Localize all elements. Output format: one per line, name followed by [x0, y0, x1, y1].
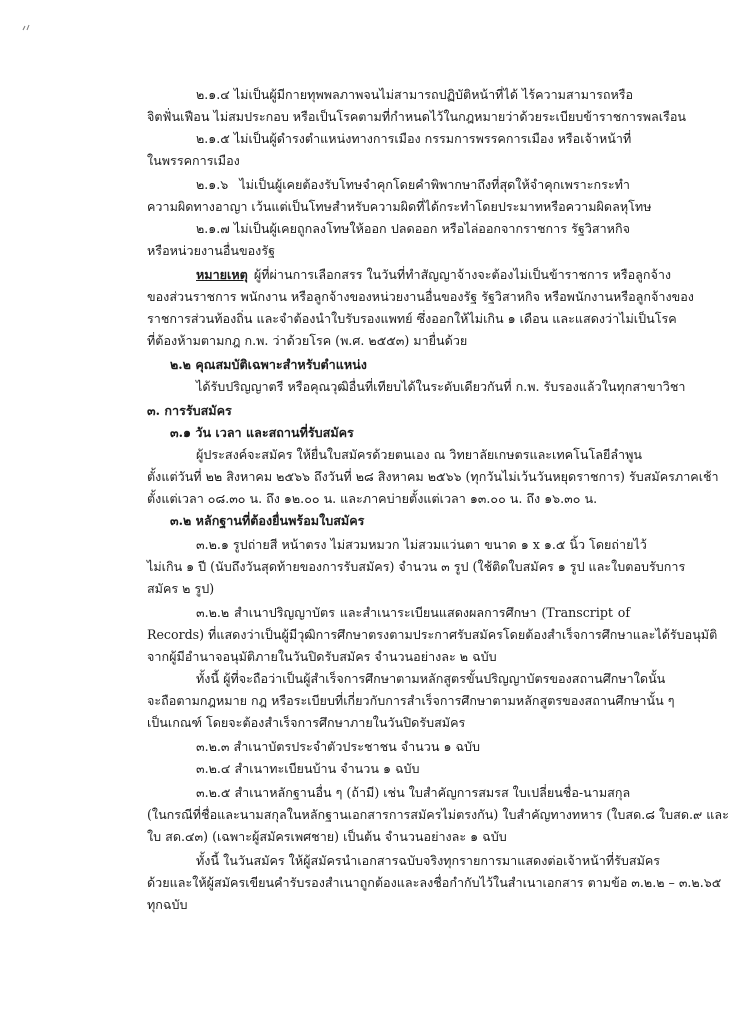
section-3-2-3: ๓.๒.๓ สำเนาบัตรประจำตัวประชาชน จำนวน ๑ ฉบับ	[196, 739, 481, 754]
section-3-2-1-line-3: สมัคร ๒ รูป)	[147, 581, 215, 596]
note-line-2: ของส่วนราชการ พนักงาน หรือลูกจ้างของหน่วยงานอื่นของรัฐ รัฐวิสาหกิจ หรือพนักงานหรือลูกจ้างของ	[147, 289, 694, 304]
note-label: หมายเหตุ	[196, 267, 248, 282]
scan-mark	[22, 24, 32, 32]
section-3-2-2-line-3: จากผู้มีอำนาจอนุมัติภายในวันปิดรับสมัคร จำนวนอย่างละ ๒ ฉบับ	[147, 649, 497, 664]
note-line-3: ราชการส่วนท้องถิ่น และจำต้องนำใบรับรองแพทย์ ซึ่งออกให้ไม่เกิน ๑ เดือน และแสดงว่าไม่เป็นโรค	[147, 311, 677, 326]
closing-line-3: ทุกฉบับ	[147, 897, 188, 912]
section-2-2-text: ได้รับปริญญาตรี หรือคุณวุฒิอื่นที่เทียบได้ในระดับเดียวกันที่ ก.พ. รับรองแล้วในทุกสาขาวิชา	[196, 379, 686, 394]
section-3-2-5-line-2: (ในกรณีที่ชื่อและนามสกุลในหลักฐานเอกสารการสมัครไม่ตรงกัน) ใบสำคัญทางทหาร (ใบสด.๘ ใบสด.๙ และ	[147, 807, 729, 822]
section-2-1-5-line-2: ในพรรคการเมือง	[147, 153, 240, 168]
section-3-2-2-line-4: ทั้งนี้ ผู้ที่จะถือว่าเป็นผู้สำเร็จการศึกษาตามหลักสูตรขั้นปริญญาบัตรของสถานศึกษาใดนั้น	[196, 671, 666, 686]
section-2-1-7-line-1: ๒.๑.๗ ไม่เป็นผู้เคยถูกลงโทษให้ออก ปลดออก หรือไล่ออกจากราชการ รัฐวิสาหกิจ	[196, 221, 630, 236]
section-3-2-1-line-1: ๓.๒.๑ รูปถ่ายสี หน้าตรง ไม่สวมหมวก ไม่สวมแว่นตา ขนาด ๑ x ๑.๕ นิ้ว โดยถ่ายไว้	[196, 537, 647, 552]
section-3-2-1-line-2: ไม่เกิน ๑ ปี (นับถึงวันสุดท้ายของการรับสมัคร) จำนวน ๓ รูป (ใช้ติดใบสมัคร ๑ รูป และใบตอบรับการ	[147, 559, 686, 574]
section-3-2-5-line-1: ๓.๒.๕ สำเนาหลักฐานอื่น ๆ (ถ้ามี) เช่น ใบสำคัญการสมรส ใบเปลี่ยนชื่อ-นามสกุล	[196, 785, 631, 800]
section-3-2-2-line-2: Records) ที่แสดงว่าเป็นผู้มีวุฒิการศึกษาตรงตามประกาศรับสมัครโดยต้องสำเร็จการศึกษาและได้รับอนุมัติ	[147, 627, 718, 642]
closing-line-2: ด้วยและให้ผู้สมัครเขียนคำรับรองสำเนาถูกต้องและลงชื่อกำกับไว้ในสำเนาเอกสาร ตามข้อ ๓.๒.๒ – ๓.๒.๖๕	[147, 875, 722, 890]
section-3-2-4: ๓.๒.๔ สำเนาทะเบียนบ้าน จำนวน ๑ ฉบับ	[196, 761, 420, 776]
section-2-1-7-line-2: หรือหน่วยงานอื่นของรัฐ	[147, 243, 276, 258]
heading-3: ๓. การรับสมัคร	[147, 403, 232, 418]
heading-2-2: ๒.๒ คุณสมบัติเฉพาะสำหรับตำแหน่ง	[170, 357, 367, 372]
closing-line-1: ทั้งนี้ ในวันสมัคร ให้ผู้สมัครนำเอกสารฉบับจริงทุกรายการมาแสดงต่อเจ้าหน้าที่รับสมัคร	[196, 853, 661, 868]
heading-3-1: ๓.๑ วัน เวลา และสถานที่รับสมัคร	[170, 425, 354, 440]
section-3-2-2-line-6: เป็นเกณฑ์ โดยจะต้องสำเร็จการศึกษาภายในวันปิดรับสมัคร	[147, 715, 466, 730]
note-text: ผู้ที่ผ่านการเลือกสรร ในวันที่ทำสัญญาจ้างจะต้องไม่เป็นข้าราชการ หรือลูกจ้าง	[253, 267, 672, 282]
note-line-1	[196, 266, 672, 284]
section-3-2-2-line-5: จะถือตามกฎหมาย กฎ หรือระเบียบที่เกี่ยวกับการสำเร็จการศึกษาตามหลักสูตรของสถานศึกษานั้น ๆ	[147, 693, 675, 708]
section-2-1-4-line-1: ๒.๑.๔ ไม่เป็นผู้มีกายทุพพลภาพจนไม่สามารถปฏิบัติหน้าที่ได้ ไร้ความสามารถหรือ	[196, 87, 634, 102]
section-2-1-4-line-2: จิตฟั่นเฟือน ไม่สมประกอบ หรือเป็นโรคตามที่กำหนดไว้ในกฎหมายว่าด้วยระเบียบข้าราชการพลเรือน	[147, 109, 686, 124]
section-3-1-line-2: ตั้งแต่วันที่ ๒๒ สิงหาคม ๒๕๖๖ ถึงวันที่ ๒๘ สิงหาคม ๒๕๖๖ (ทุกวันไม่เว้นวันหยุดราชการ) รับสมัครภาคเช้า	[147, 469, 719, 484]
section-2-1-5-line-1: ๒.๑.๕ ไม่เป็นผู้ดำรงตำแหน่งทางการเมือง กรรมการพรรคการเมือง หรือเจ้าหน้าที่	[196, 131, 632, 146]
section-3-2-5-line-3: ใบ สด.๔๓) (เฉพาะผู้สมัครเพศชาย) เป็นต้น จำนวนอย่างละ ๑ ฉบับ	[147, 829, 507, 844]
section-3-2-2-line-1: ๓.๒.๒ สำเนาปริญญาบัตร และสำเนาระเบียนแสดงผลการศึกษา (Transcript of	[196, 605, 630, 620]
section-2-1-6-line-1: ๒.๑.๖ ไม่เป็นผู้เคยต้องรับโทษจำคุกโดยคำพิพากษาถึงที่สุดให้จำคุกเพราะกระทำ	[196, 177, 630, 192]
section-3-1-line-3: ตั้งแต่เวลา ๐๘.๓๐ น. ถึง ๑๒.๐๐ น. และภาคบ่ายตั้งแต่เวลา ๑๓.๐๐ น. ถึง ๑๖.๓๐ น.	[147, 491, 598, 506]
section-3-1-line-1: ผู้ประสงค์จะสมัคร ให้ยื่นใบสมัครด้วยตนเอง ณ วิทยาลัยเกษตรและเทคโนโลยีลำพูน	[196, 447, 643, 462]
section-2-1-6-line-2: ความผิดทางอาญา เว้นแต่เป็นโทษสำหรับความผิดที่ได้กระทำโดยประมาทหรือความผิดลหุโทษ	[147, 199, 652, 214]
heading-3-2: ๓.๒ หลักฐานที่ต้องยื่นพร้อมใบสมัคร	[170, 513, 365, 528]
note-line-4: ที่ต้องห้ามตามกฎ ก.พ. ว่าด้วยโรค (พ.ศ. ๒๕๕๓) มายื่นด้วย	[147, 333, 468, 348]
